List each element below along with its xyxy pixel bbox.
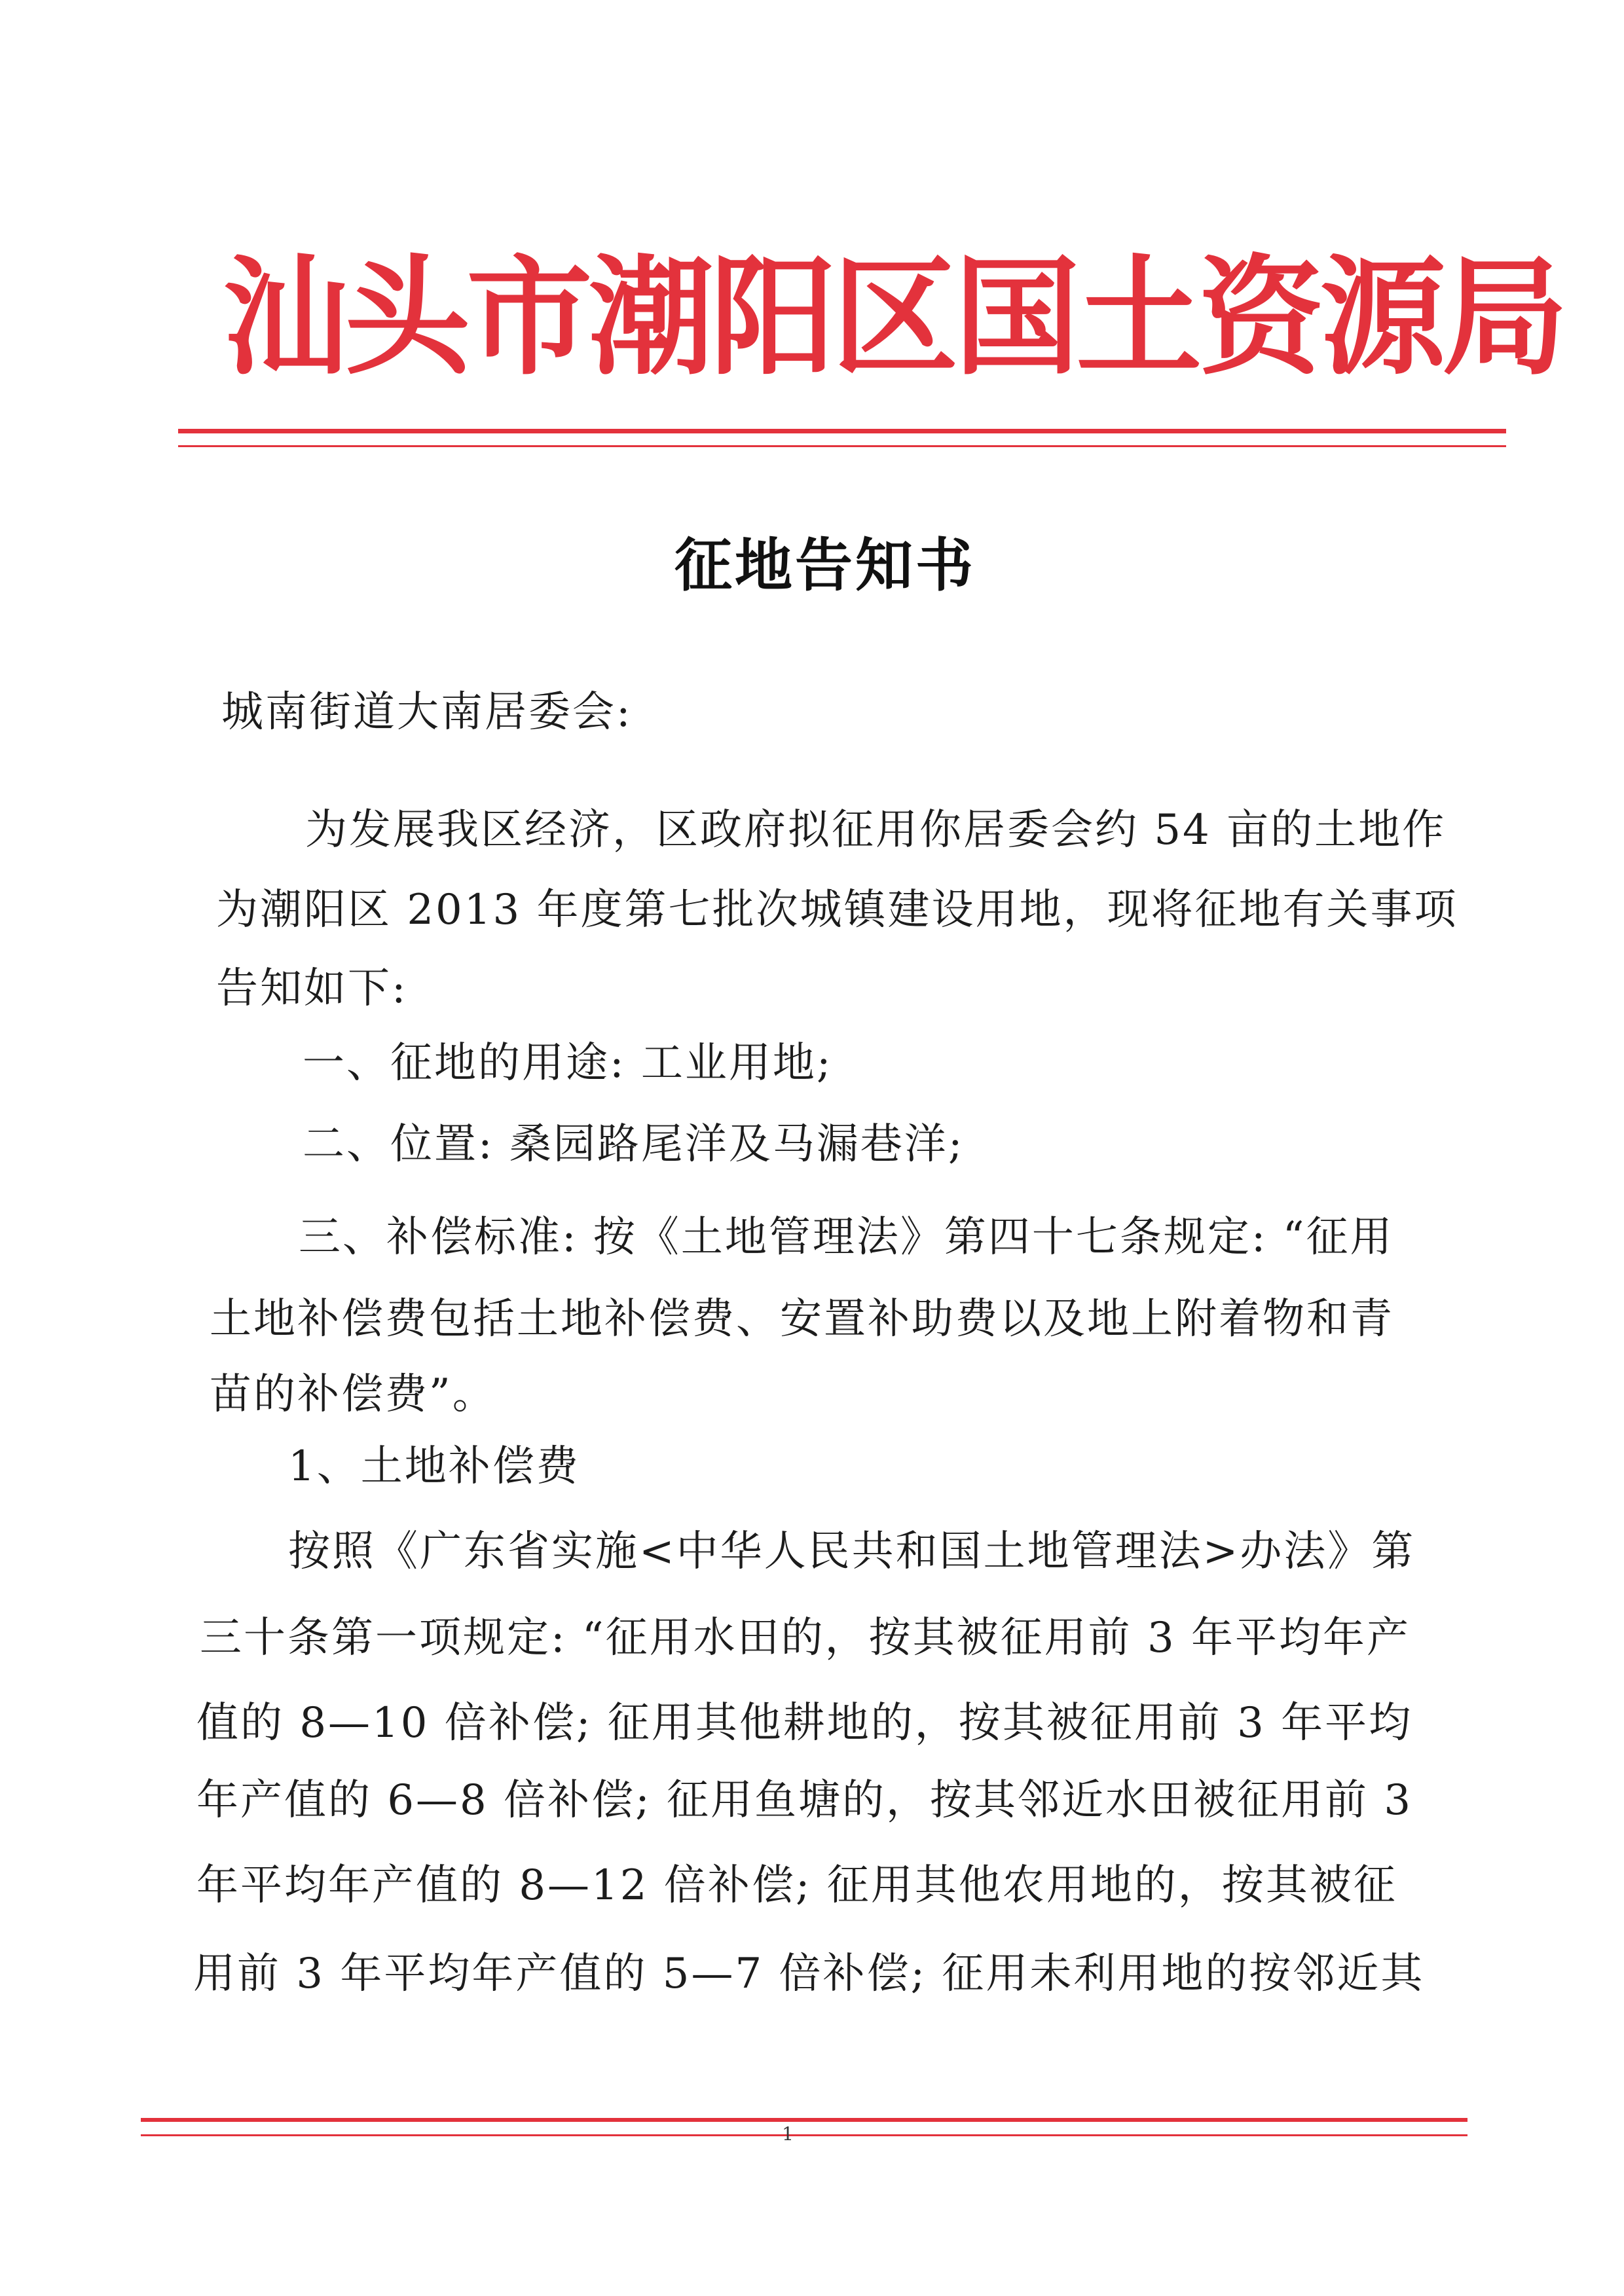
body-line: 土地补偿费包括土地补偿费、安置补助费以及地上附着物和青 <box>210 1295 1394 1343</box>
body-line: 用前 3 年平均年产值的 5—7 倍补偿; 征用未利用地的按邻近其 <box>193 1950 1425 1998</box>
body-line: 为潮阳区 2013 年度第七批次城镇建设用地，现将征地有关事项 <box>216 886 1458 934</box>
body-line: 苗的补偿费”。 <box>210 1370 496 1419</box>
organization-letterhead: 汕头市潮阳区国土资源局 <box>223 242 1564 393</box>
body-line: 为发展我区经济，区政府拟征用你居委会约 54 亩的土地作 <box>305 806 1447 854</box>
body-line: 一、征地的用途: 工业用地; <box>303 1039 833 1087</box>
body-line: 三、补偿标准: 按《土地管理法》第四十七条规定: “征用 <box>299 1213 1394 1262</box>
document-title: 征地告知书 <box>674 531 976 599</box>
body-line: 二、位置: 桑园路尾洋及马漏巷洋; <box>303 1120 965 1169</box>
body-line: 1、土地补偿费 <box>288 1442 580 1491</box>
addressee-line: 城南街道大南居委会: <box>221 688 633 737</box>
footer-rule-thin <box>141 2134 1467 2136</box>
body-line: 三十条第一项规定: “征用水田的，按其被征用前 3 年平均年产 <box>200 1614 1411 1662</box>
body-line: 告知如下: <box>216 964 408 1013</box>
header-rule-thin <box>178 445 1506 447</box>
footer-rule-thick <box>141 2118 1467 2122</box>
header-rule-thick <box>178 429 1506 433</box>
body-line: 值的 8—10 倍补偿; 征用其他耕地的，按其被征用前 3 年平均 <box>196 1699 1413 1747</box>
body-line: 按照《广东省实施<中华人民共和国土地管理法>办法》第 <box>288 1527 1416 1576</box>
body-line: 年产值的 6—8 倍补偿; 征用鱼塘的，按其邻近水田被征用前 3 <box>196 1776 1413 1825</box>
body-line: 年平均年产值的 8—12 倍补偿; 征用其他农用地的，按其被征 <box>196 1861 1397 1910</box>
page-number: 1 <box>782 2123 794 2145</box>
